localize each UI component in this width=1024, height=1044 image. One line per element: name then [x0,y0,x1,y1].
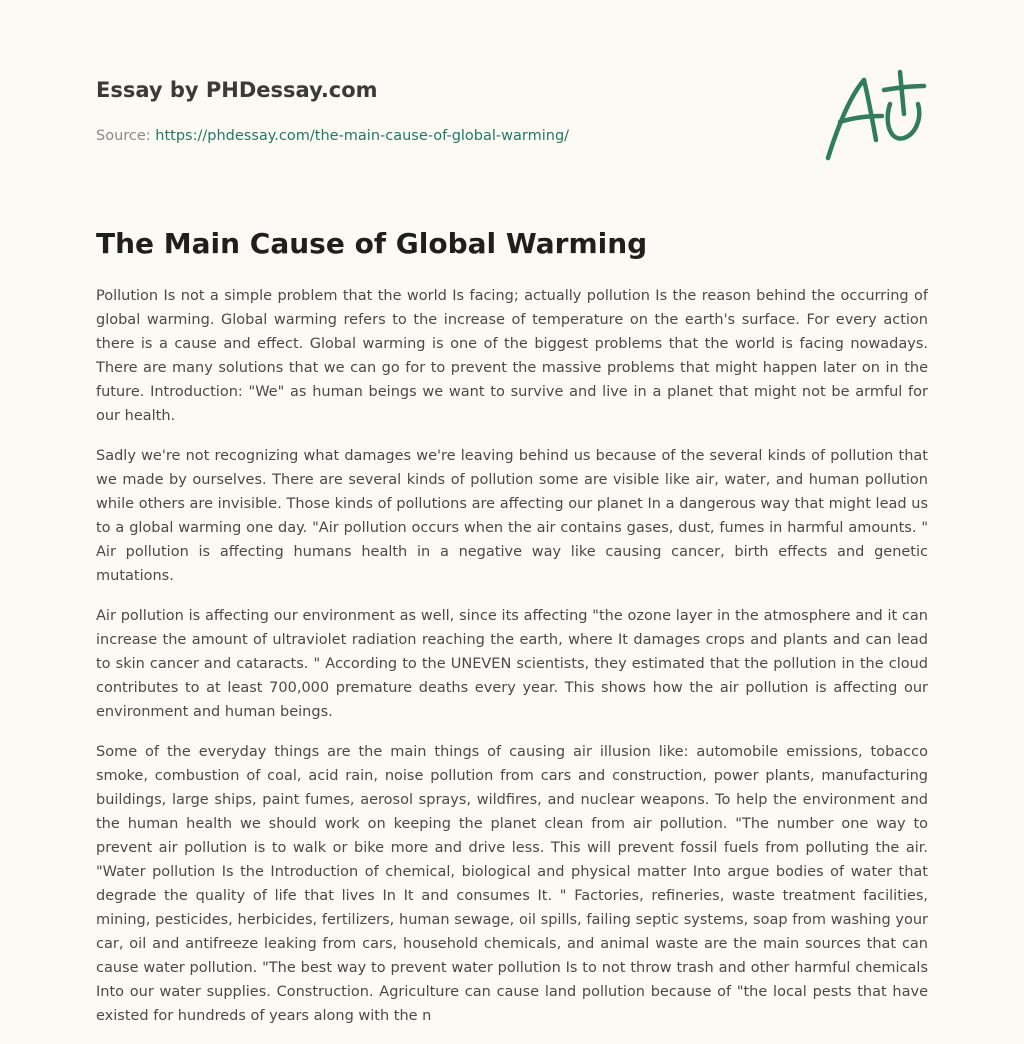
source-link[interactable]: https://phdessay.com/the-main-cause-of-global-warming/ [155,128,570,144]
essay-title: The Main Cause of Global Warming [96,227,648,260]
essay-body [96,284,928,1029]
essay-paragraph: Sadly we're not recognizing what damages we're leaving behind us because of the several kinds of pollution that we made by ourselves. There are several kinds of pollution some are visible like air, water, and human pollution while others are invisible. Those kinds of pollutions are affecting our planet In a dangerous way that might lead us to a global warming one day. "Air pollution occurs when the air contains gases, dust, fumes in harmful amounts. " Air pollution is affecting humans health in a negative way like causing cancer, birth effects and genetic mutations. [96,448,928,584]
source-label: Source: [96,128,156,144]
essay-paragraph: Pollution Is not a simple problem that the world Is facing; actually pollution Is the reason behind the occurring of global warming. Global warming refers to the increase of temperature on the earth's surface. For every action there is a cause and effect. Global warming is one of the biggest problems that the world is facing nowadays. There are many solutions that we can go for to prevent the massive problems that might happen later on in the future. Introduction: "We" as human beings we want to survive and live in a planet that might not be armful for our health. [96,288,928,424]
source-line [96,126,796,146]
page-header [96,76,796,146]
essay-paragraph: Air pollution is affecting our environment as well, since its affecting "the ozone layer in the atmosphere and it can increase the amount of ultraviolet radiation reaching the earth, where It damages crops and plants and can lead to skin cancer and cataracts. " According to the UNEVEN scientists, they estimated that the pollution in the cloud contributes to at least 700,000 premature deaths every year. This shows how the air pollution is affecting our environment and human beings. [96,608,928,720]
a-plus-grade-icon [820,66,930,166]
site-brand: Essay by PHDessay.com [96,78,378,102]
essay-paragraph: Some of the everyday things are the main things of causing air illusion like: automobile emissions, tobacco smoke, combustion of coal, acid rain, noise pollution from cars and construction, power plants, manufacturing buildings, large ships, paint fumes, aerosol sprays, wildfires, and nuclear weapons. To help the environment and the human health we should work on keeping the planet clean from air pollution. "The number one way to prevent air pollution is to walk or bike more and drive less. This will prevent fossil fuels from polluting the air. "Water pollution Is the Introduction of chemical, biological and physical matter Into argue bodies of water that degrade the quality of life that lives In It and consumes It. " Factories, refineries, waste treatment facilities, mining, pesticides, herbicides, fertilizers, human sewage, oil spills, failing septic systems, soap from washing your car, oil and antifreeze leaking from cars, household chemicals, and animal waste are the main sources that can cause water pollution. "The best way to prevent water pollution Is to not throw trash and other harmful chemicals Into our water supplies. Construction. Agriculture can cause land pollution because of "the local pests that have existed for hundreds of years along with the n [96,744,928,1024]
